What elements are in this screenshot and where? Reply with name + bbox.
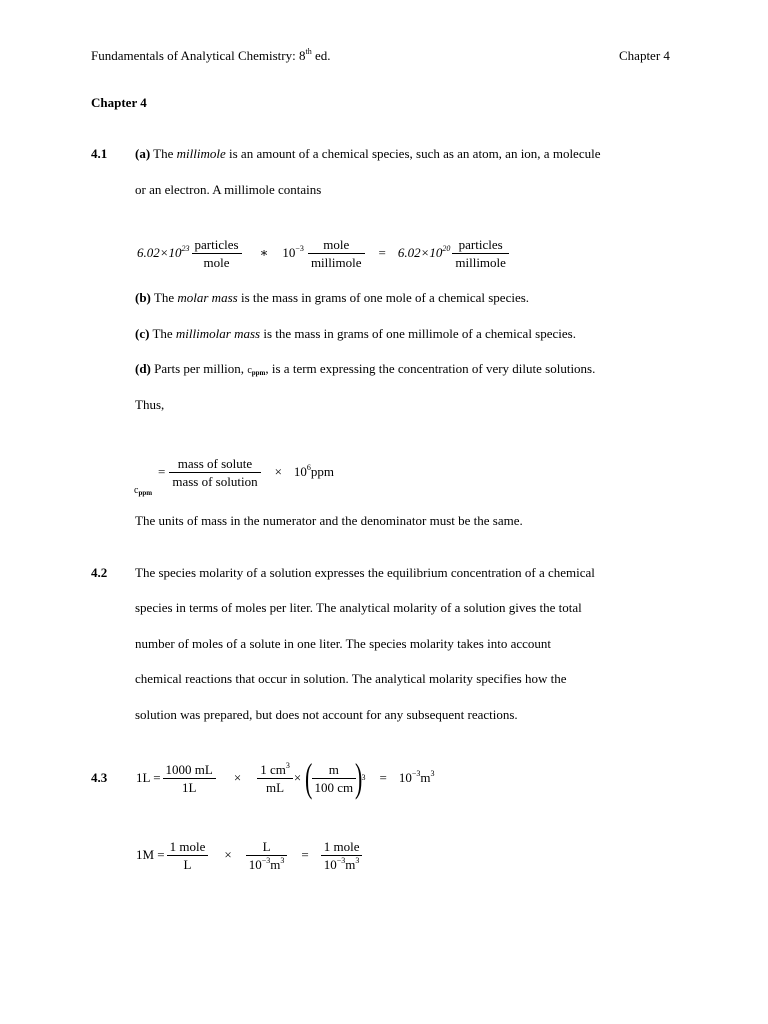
q42-line-2: species in terms of moles per liter. The analytical molarity of a solution gives the total: [135, 600, 582, 615]
book-title-sup: th: [305, 47, 312, 56]
q43-eq1-frac3: [312, 761, 357, 796]
q43-eq2-times: ×: [224, 847, 232, 862]
q41-d-label: (d): [135, 361, 151, 376]
q43-equation-liter: 1L = $\frac{1000 mL}{1L}$ × $\frac{1 cm^3}{mL}$ × ( $\frac{m}{100 cm}$ ) 3 = $10^{-3}m^3$: [136, 755, 435, 800]
q43-eq1-f1-num: 1000 mL: [163, 761, 216, 779]
q41-part-a-line1: [135, 146, 600, 162]
left-paren: (: [305, 755, 313, 800]
chapter-heading: Chapter 4: [91, 95, 147, 110]
eq2-factor: $10^6ppm$: [293, 463, 335, 479]
q41-b-text-2: is the mass in grams of one mole of a chemical species.: [237, 290, 530, 305]
q43-eq2-frac3: [321, 838, 363, 873]
q41-c-term: millimolar mass: [175, 326, 261, 341]
q43-eq2-lhs: 1M =: [136, 847, 165, 862]
eq2-equals: =: [158, 464, 166, 479]
book-title-suffix: ed.: [311, 48, 331, 63]
eq1-frac1-num: particles: [192, 236, 242, 254]
q43-eq1-f2-den: mL: [265, 779, 285, 795]
q43-eq1-frac1: [163, 761, 216, 796]
eq1-frac2-num: mole: [308, 236, 365, 254]
eq2-fraction: [169, 455, 260, 490]
q43-eq1-lhs: 1L =: [136, 770, 161, 785]
q42-line-5: solution was prepared, but does not account for any subsequent reactions.: [135, 707, 518, 722]
eq1-coef2: $10^{-3}$: [282, 244, 304, 260]
q43-eq2-f2-num: L: [246, 838, 288, 856]
q43-eq1-f3-den: 100 cm: [314, 779, 354, 795]
q41-a-term: millimole: [176, 146, 226, 161]
q41-b-label: (b): [135, 290, 151, 305]
q41-c-text-1: The: [149, 326, 176, 341]
q42-line-3: number of moles of a solute in one liter. The species molarity takes into account: [135, 636, 552, 651]
q41-b-term: molar mass: [177, 290, 238, 305]
eq1-fraction-1: [192, 236, 242, 271]
question-number-4-2: 4.2: [91, 565, 108, 580]
q41-part-a-line2: or an electron. A millimole contains: [135, 182, 322, 197]
eq1-times: ∗: [259, 245, 269, 260]
eq1-frac3-num: particles: [452, 236, 509, 254]
q43-eq2-frac1: [167, 838, 209, 873]
q43-eq1-frac2: [257, 761, 293, 796]
eq1-coef1: $6.02\times 10^{23}$: [137, 244, 190, 260]
book-title-prefix: Fundamentals of Analytical Chemistry: 8: [91, 48, 306, 63]
q43-eq1-times2: ×: [293, 770, 302, 785]
q41-part-b: [135, 290, 529, 306]
eq1-fraction-3: [452, 236, 509, 271]
q42-line-1: The species molarity of a solution expresses the equilibrium concentration of a chemical: [135, 565, 595, 580]
eq2-times: ×: [274, 464, 282, 479]
eq2-lhs: cppm: [134, 485, 153, 497]
q41-part-d-line1: [135, 361, 595, 377]
eq1-frac2-den: millimole: [310, 254, 362, 270]
q41-c-label: (c): [135, 326, 150, 341]
eq1-frac1-den: mole: [203, 254, 230, 270]
q41-equation-ppm: [158, 452, 334, 492]
q41-c-text-2: is the mass in grams of one millimole of a chemical species.: [260, 326, 576, 341]
running-header-title: [91, 48, 330, 64]
q43-eq2-f1-num: 1 mole: [167, 838, 209, 856]
eq1-fraction-2: [308, 236, 365, 271]
eq1-equals: =: [378, 245, 386, 260]
q43-eq2-f3-num: 1 mole: [321, 838, 363, 856]
q43-eq2-frac2: [246, 838, 288, 873]
q41-d-text-2: , is a term expressing the concentration of very dilute solutions.: [265, 361, 596, 376]
eq1-coef3: $6.02\times 10^{20}$: [397, 244, 451, 260]
q42-line-4: chemical reactions that occur in solution. The analytical molarity specifies how the: [135, 671, 567, 686]
eq1-frac3-den: millimole: [455, 254, 506, 270]
q41-b-text-1: The: [150, 290, 178, 305]
q43-eq2-f2-den: $10^{-3}m^3$: [248, 855, 285, 872]
q41-d-symbol: cppm: [247, 365, 266, 377]
q43-eq1-f2-num: 1 $cm^3$: [257, 761, 293, 779]
q41-a-text-1: The: [150, 146, 177, 161]
question-number-4-1: 4.1: [91, 146, 108, 161]
q41-a-text-2: is an amount of a chemical species, such as an atom, an ion, a molecule: [225, 146, 601, 161]
question-number-4-3: 4.3: [91, 770, 108, 785]
q43-eq2-f1-den: L: [183, 856, 192, 872]
q43-eq1-times: ×: [233, 770, 242, 785]
q41-part-c: [135, 326, 576, 342]
q41-d-text-1: Parts per million,: [150, 361, 248, 376]
q41-closing: The units of mass in the numerator and the denominator must be the same.: [135, 513, 523, 528]
q43-eq1-f1-den: 1L: [181, 779, 197, 795]
running-header-chapter: Chapter 4: [619, 48, 670, 63]
eq2-den: mass of solution: [172, 473, 258, 489]
q43-eq1-rhs: $10^{-3}m^3$: [398, 769, 435, 785]
q43-equation-molar: [136, 835, 362, 875]
q43-eq2-f3-den: $10^{-3}m^3$: [323, 855, 360, 872]
q41-a-label: (a): [135, 146, 151, 161]
q41-part-d-line2: Thus,: [135, 397, 165, 412]
q43-eq1-equals: =: [379, 770, 387, 785]
q43-eq2-equals: =: [301, 847, 309, 862]
right-paren: ): [355, 755, 363, 800]
eq2-num: mass of solute: [169, 455, 260, 473]
q41-equation-millimole: [137, 233, 509, 273]
q43-eq1-f3-num: m: [312, 761, 357, 779]
